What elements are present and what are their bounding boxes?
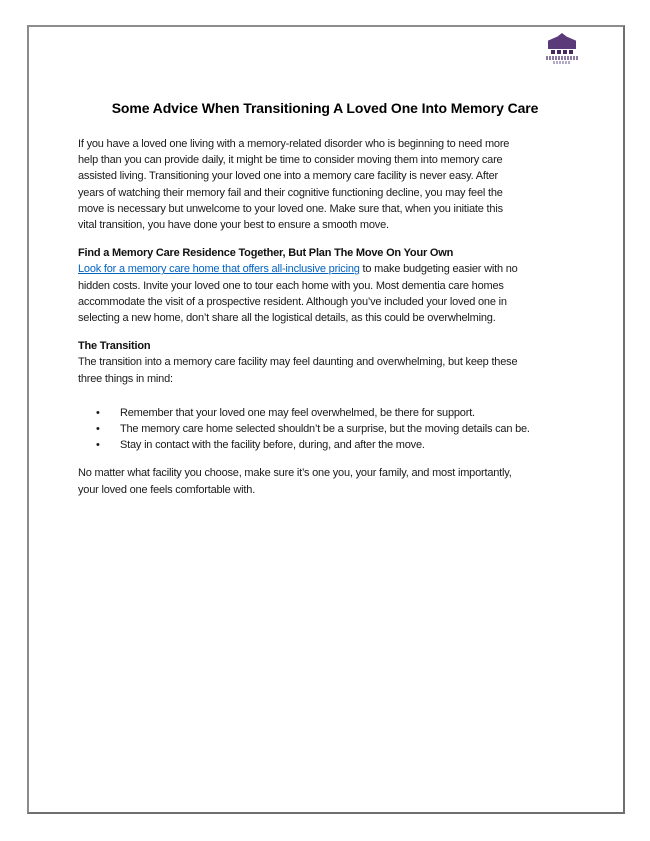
text-line: If you have a loved one living with a memory-related disorder who is beginning to need more [78,138,510,150]
bullet-item [78,421,572,437]
closing-paragraph [78,465,572,497]
text-line: to make budgeting easier with no [359,263,518,276]
text-line: accommodate the visit of a prospective resident. Although you’ve included your loved one in [78,295,507,308]
text-line: hidden costs. Invite your loved one to tour each home with you. Most dementia care homes [78,279,504,292]
section-find-residence [78,245,572,326]
bullet-icon: • [96,423,100,436]
bullet-text: Remember that your loved one may feel overwhelmed, be there for support. [120,406,475,419]
bullet-text: Stay in contact with the facility before, during, and after the move. [120,439,425,452]
text-line: move is necessary but unwelcome to your loved one. Make sure that, when you initiate this [78,202,503,215]
section-transition [78,338,572,387]
text-line: your loved one feels comfortable with. [78,483,256,496]
text-line-with-link [78,261,572,277]
text-line: No matter what facility you choose, make sure it’s one you, your family, and most importantly, [78,467,512,480]
text-line: vital transition, you have done your best to ensure a smooth move. [78,219,389,232]
intro-paragraph [78,136,572,233]
bullet-text: The memory care home selected shouldn’t be a surprise, but the moving details can be. [120,423,530,436]
logo-subcaption-text [553,61,571,64]
document-body [78,99,572,510]
section-heading-transition: The Transition [78,340,151,353]
company-logo [545,33,579,64]
all-inclusive-pricing-link[interactable]: Look for a memory care home that offers all-inclusive pricing [78,263,360,276]
text-line: assisted living. Transitioning your loved one into a memory care facility is never easy. After [78,170,498,183]
bullet-item [78,437,572,453]
page-title: Some Advice When Transitioning A Loved One Into Memory Care [111,100,539,116]
text-line: years of watching their memory fail and their cognitive functioning decline, you may feel the [78,186,503,199]
bullet-list [78,405,572,454]
text-line: help than you can provide daily, it might be time to consider moving them into memory care [78,154,503,167]
logo-caption-text [546,56,578,60]
logo-windows [545,50,579,54]
text-line: selecting a new home, don’t share all the logistical details, as this could be overwhelming. [78,312,496,325]
text-line: The transition into a memory care facility may feel daunting and overwhelming, but keep these [78,356,518,369]
purple-house-icon [548,33,576,49]
bullet-item [78,405,572,421]
text-line: three things in mind: [78,372,173,385]
bullet-icon: • [96,439,100,452]
bullet-icon: • [96,406,100,419]
section-heading-find-residence: Find a Memory Care Residence Together, But Plan The Move On Your Own [78,247,454,260]
